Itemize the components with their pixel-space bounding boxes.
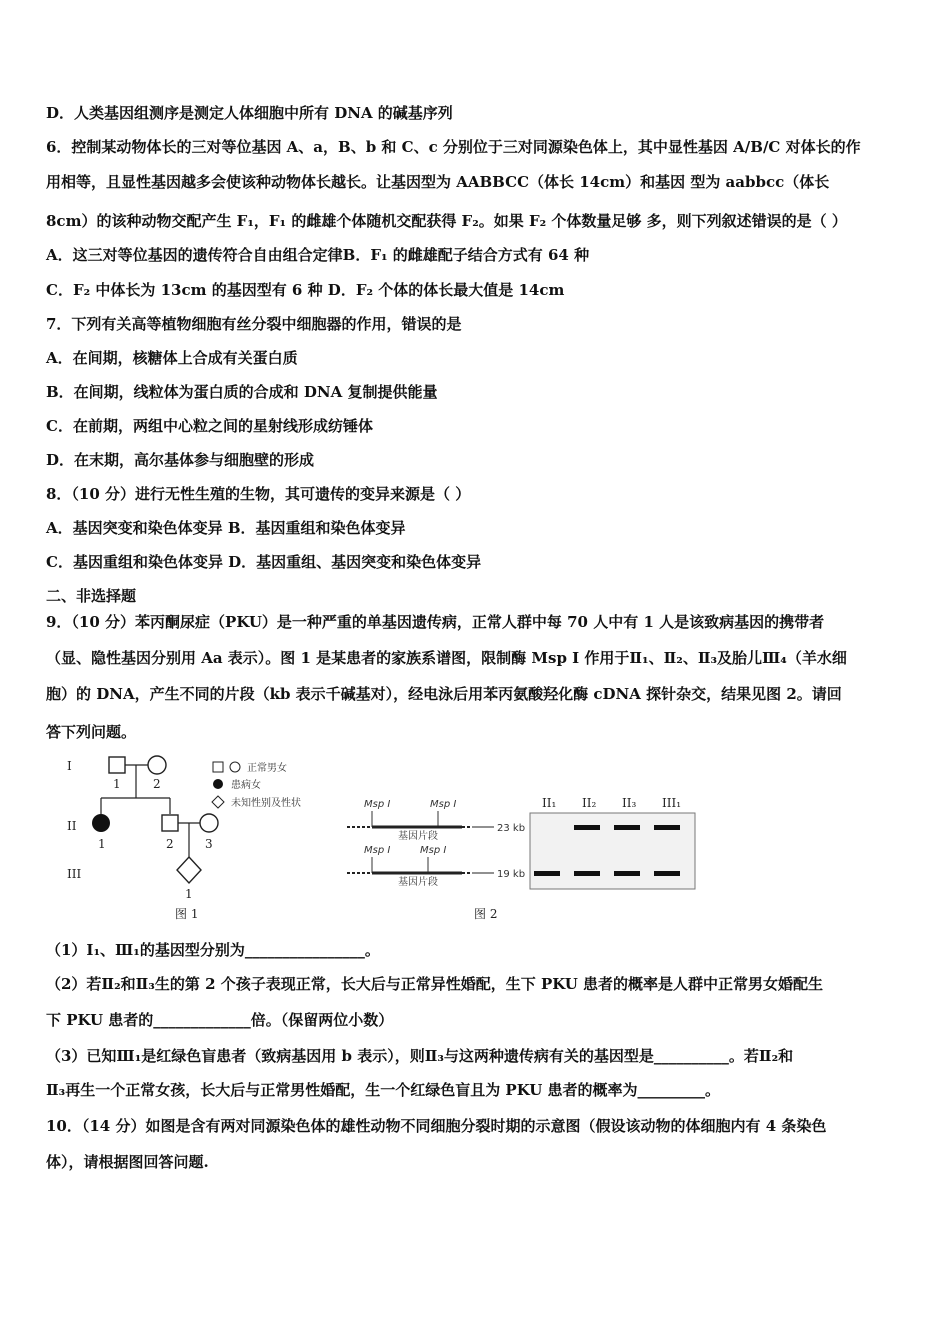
lane-label: II₁ [542,796,557,810]
text-line: （2）若Ⅱ₂和Ⅱ₃生的第 2 个孩子表现正常，长大后与正常异性婚配，生下 PKU 患者的概率是人群中正常男女婚配生 [46,975,824,993]
female-normal-II3 [200,814,218,832]
enzyme-label: Msp I [364,845,391,856]
text-line: C．F₂ 中体长为 13cm 的基因型有 6 种 D．F₂ 个体的体长最大值是 14cm [46,281,565,299]
text-line: （显、隐性基因分别用 Aa 表示）。图 1 是某患者的家族系谱图，限制酶 Msp I 作用于Ⅱ₁、Ⅱ₂、Ⅱ₃及胎儿Ⅲ₄（羊水细 [46,649,847,667]
text-line: 用相等，且显性基因越多会使该种动物体长越长。让基因型为 AABBCC（体长 14cm）和基因 型为 aabbcc（体长 [46,173,830,191]
male-normal-I1 [109,757,125,773]
figure-1-caption: 图 1 [175,907,199,921]
figure-2-gel [342,795,712,925]
band-III1-23kb [654,825,680,830]
band-II1-19kb [534,871,560,876]
text-line: （1）I₁、Ⅲ₁的基因型分别为________________。 [46,941,380,959]
enzyme-label: Msp I [430,799,457,810]
text-line: 8．（10 分）进行无性生殖的生物，其可遗传的变异来源是（ ） [46,485,471,503]
gen-label: II [67,819,77,833]
num-label: 1 [185,887,193,901]
enzyme-label: Msp I [364,799,391,810]
text-line: A．在间期，核糖体上合成有关蛋白质 [46,349,298,367]
num-label: 1 [113,777,121,791]
lane-label: II₃ [622,796,637,810]
text-line: 下 PKU 患者的_____________倍。（保留两位小数） [46,1011,394,1029]
text-line: C．基因重组和染色体变异 D．基因重组、基因突变和染色体变异 [46,553,482,571]
band-III1-19kb [654,871,680,876]
lane-label: II₂ [582,796,597,810]
enzyme-label: Msp I [420,845,447,856]
num-label: 1 [98,837,106,851]
band-II3-23kb [614,825,640,830]
figure-2-caption: 图 2 [474,907,498,921]
text-line: A．基因突变和染色体变异 B．基因重组和染色体变异 [46,519,406,537]
size-label: 23 kb [497,823,526,834]
male-normal-II2 [162,815,178,831]
text-line: 二、非选择题 [46,587,137,605]
gel-box [530,813,695,889]
text-line: D．在末期，高尔基体参与细胞壁的形成 [46,451,315,469]
legend-label: 患病女 [231,780,261,791]
text-line: D．人类基因组测序是测定人体细胞中所有 DNA 的碱基序列 [46,104,453,122]
unknown-III1 [177,857,201,883]
text-line: Ⅱ₃再生一个正常女孩，长大后与正常男性婚配，生一个红绿色盲且为 PKU 患者的概率为_________。 [46,1081,721,1099]
text-line: 9．（10 分）苯丙酮尿症（PKU）是一种严重的单基因遗传病，正常人群中每 70 人中有 1 人是该致病基因的携带者 [46,613,825,631]
text-line: 7．下列有关高等植物细胞有丝分裂中细胞器的作用，错误的是 [46,315,462,333]
gen-label: III [67,867,82,881]
band-II3-19kb [614,871,640,876]
female-affected-II1 [92,814,110,832]
num-label: 3 [205,837,213,851]
text-line: 答下列问题。 [46,723,137,741]
fragment-label: 基因片段 [398,877,438,888]
text-line: 6．控制某动物体长的三对等位基因 A、a，B、b 和 C、c 分别位于三对同源染色体上，其中显性基因 A/B/C 对体长的作 [46,138,861,156]
text-line: （3）已知Ⅲ₁是红绿色盲患者（致病基因用 b 表示），则Ⅱ₃与这两种遗传病有关的基因型是__________。若Ⅱ₂和 [46,1047,794,1065]
text-line: 8cm）的该种动物交配产生 F₁，F₁ 的雌雄个体随机交配获得 F₂。如果 F₂ 个体数量足够 多，则下列叙述错误的是（ ） [46,212,847,230]
num-label: 2 [166,837,174,851]
band-II2-23kb [574,825,600,830]
fragment-label: 基因片段 [398,831,438,842]
gen-label: I [67,759,72,773]
num-label: 2 [153,777,161,791]
lane-label: III₁ [662,796,682,810]
legend-label: 正常男女 [247,763,287,774]
size-label: 19 kb [497,869,526,880]
text-line: 胞）的 DNA，产生不同的片段（kb 表示千碱基对），经电泳后用苯丙氨酸羟化酶 cDNA 探针杂交，结果见图 2。请回 [46,685,842,703]
female-normal-I2 [148,756,166,774]
text-line: 体），请根据图回答问题. [46,1153,209,1171]
text-line: A．这三对等位基因的遗传符合自由组合定律B．F₁ 的雌雄配子结合方式有 64 种 [46,246,590,264]
legend-label: 未知性别及性状 [231,798,301,809]
text-line: 10．（14 分）如图是含有两对同源染色体的雄性动物不同细胞分裂时期的示意图（假设该动物的体细胞内有 4 条染色 [46,1117,827,1135]
figure-1-pedigree [55,752,345,924]
text-line: B．在间期，线粒体为蛋白质的合成和 DNA 复制提供能量 [46,383,438,401]
text-line: C．在前期，两组中心粒之间的星射线形成纺锤体 [46,417,373,435]
band-II2-19kb [574,871,600,876]
